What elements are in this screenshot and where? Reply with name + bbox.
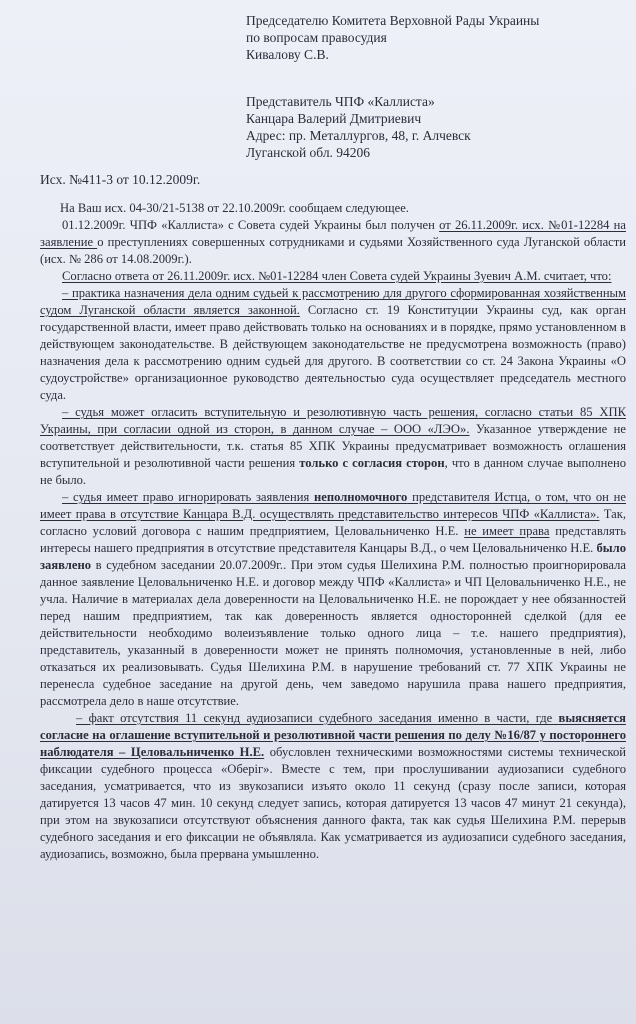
sender-line-1: Представитель ЧПФ «Каллиста» bbox=[246, 94, 435, 109]
paragraph-point-3 bbox=[40, 489, 626, 710]
sender-line-4: Луганской обл. 94206 bbox=[246, 145, 371, 160]
point-2-claim: – судья может огласить вступительную и резолютивную часть решения, согласно статьи 85 ХПК Украины, при согласии одной из сторон, в данном случае – ООО «ЛЭО». bbox=[40, 405, 626, 436]
paragraph-intro: На Ваш исх. 04-30/21-5138 от 22.10.2009г. сообщаем следующее. bbox=[60, 201, 409, 215]
paragraph-received bbox=[40, 217, 626, 268]
received-subject: о преступлениях совершенных сотрудниками и судьями Хозяйственного суда Луганской области (исх. № 286 от 14.08.2009г.). bbox=[40, 235, 627, 266]
point-3-bold-word: неполномочного bbox=[314, 490, 408, 504]
paragraph-point-1 bbox=[40, 285, 626, 404]
point-2-bold: только с согласия сторон bbox=[299, 456, 445, 470]
addressee-line-2: по вопросам правосудия bbox=[246, 30, 387, 45]
point-3-reply-b: представлять интересы нашего предприятия в отсутствие представителя Канцары В.Д., о чем Целовальниченко Н.Е. bbox=[40, 524, 626, 555]
point-4-bold: выясняется согласие на оглашение вступительной и резолютивной части решения по делу №16/87 у постороннего наблюдателя – Целовальниченко Н.Е. bbox=[40, 711, 626, 759]
received-text: 01.12.2009г. ЧПФ «Каллиста» с Совета судей Украины был получен bbox=[62, 218, 440, 232]
sender-line-2: Канцара Валерий Дмитриевич bbox=[246, 111, 422, 126]
addressee-line-3: Кивалову С.В. bbox=[246, 47, 329, 62]
point-1-claim: – практика назначения дела одним судьей к рассмотрению для другого сформированная хозяйственным судом Луганской области является законной. bbox=[40, 286, 626, 317]
point-2-end: , что в данном случае выполнено не было. bbox=[40, 456, 627, 487]
according-underlined: Согласно ответа от 26.11.2009г. исх. №01-12284 член Совета судей Украины Зуевич А.М. считает, что: bbox=[62, 269, 612, 283]
point-3-reply-c: в судебном заседании 20.07.2009г.. При этом судья Шелихина Р.М. полностью проигнорировала данное заявление Целовальниченко Н.Е. и договор между ЧПФ «Каллиста» и ЧП Целовальниченко Н.Е., не учла. Наличие в материалах дела доверенности на Целовальниченко Н.Е. не порождает у нее обязанностей перед нашим предприятием, так как доверенность является односторонней сделкой (для ее действительности необходимо волеизъявление только одного лица – т.е. нашего предприятия), представитель, указанный в доверенности может не принять полномочия, установленные в ней, либо отказаться их реализовывать. Судья Шелихина Р.М. в нарушение требований ст. 77 ХПК Украины не перенесла судебное заседание на другой день, чем заведомо нарушила права нашего предприятия, рассмотрела дело в наше отсутствие. bbox=[40, 558, 626, 708]
point-3-claim-b: представителя Истца, о том, что он не имеет права в отсутствие Канцара В.Д. осуществлять представительство интересов ЧПФ «Каллиста». bbox=[40, 490, 626, 521]
received-reference-underlined: от 26.11.2009г. исх. №01-12284 на заявление bbox=[40, 218, 626, 249]
point-3-claim-a: – судья имеет право игнорировать заявления bbox=[62, 490, 314, 504]
point-3-was-stated: было заявлено bbox=[40, 541, 626, 572]
point-1-reply: Согласно ст. 19 Конституции Украины суд, как орган государственной власти, имеет право действовать только на основаниях и в порядке, прямо установленном в действующем законодательстве. В действующем законодательстве не предусмотрена возможность (право) назначения дела к рассмотрению одним судьей для другого. В соответствии со ст. 24 Закона Украины «О судоустройстве» организационное руководство деятельностью суда осуществляет председатель местного суда. bbox=[40, 303, 626, 402]
letter-body bbox=[40, 200, 626, 863]
addressee-block bbox=[246, 12, 626, 161]
point-2-reply: Указанное утверждение не соответствует действительности, т.к. статья 85 ХПК Украины предусматривает возможность оглашения вступительной и резолютивной части решения bbox=[40, 422, 626, 470]
addressee-line-1: Председателю Комитета Верховной Рады Украины bbox=[246, 13, 540, 28]
paragraph-point-2 bbox=[40, 404, 626, 489]
outgoing-reference: Исх. №411-3 от 10.12.2009г. bbox=[40, 172, 201, 187]
paragraph-point-4 bbox=[40, 710, 626, 863]
point-4-reply: обусловлен техническими возможностями системы технической фиксации судебного процесса «Оберіг». Вместе с тем, при прослушивании аудиозаписи судебного заседания, усматривается, что из звукозаписи изъято около 11 секунд (сразу после записи, которая датируется 13 часов 47 мин. 10 секунд следует запись, которая датируется 13 часов 47 минут 21 секунда), при этом на звукозаписи отсутствуют объяснения данного факта, так как судья Шелихина Р.М. перерыв судебного заседания и его фиксации не объявляла. Как усматривается из аудиозаписи судебного заседания, аудиозапись, возможно, была прервана умышленно. bbox=[40, 745, 626, 861]
point-4-claim: – факт отсутствия 11 секунд аудиозаписи судебного заседания именно в части, где bbox=[76, 711, 559, 725]
sender-line-3: Адрес: пр. Металлургов, 48, г. Алчевск bbox=[246, 128, 471, 143]
paragraph-according bbox=[40, 268, 626, 285]
point-3-reply-a: Так, согласно условий договора с нашим предприятием, Целовальниченко Н.Е. bbox=[40, 507, 626, 538]
point-3-no-right: не имеет права bbox=[464, 524, 550, 538]
point-3-claim-bold bbox=[314, 490, 407, 504]
